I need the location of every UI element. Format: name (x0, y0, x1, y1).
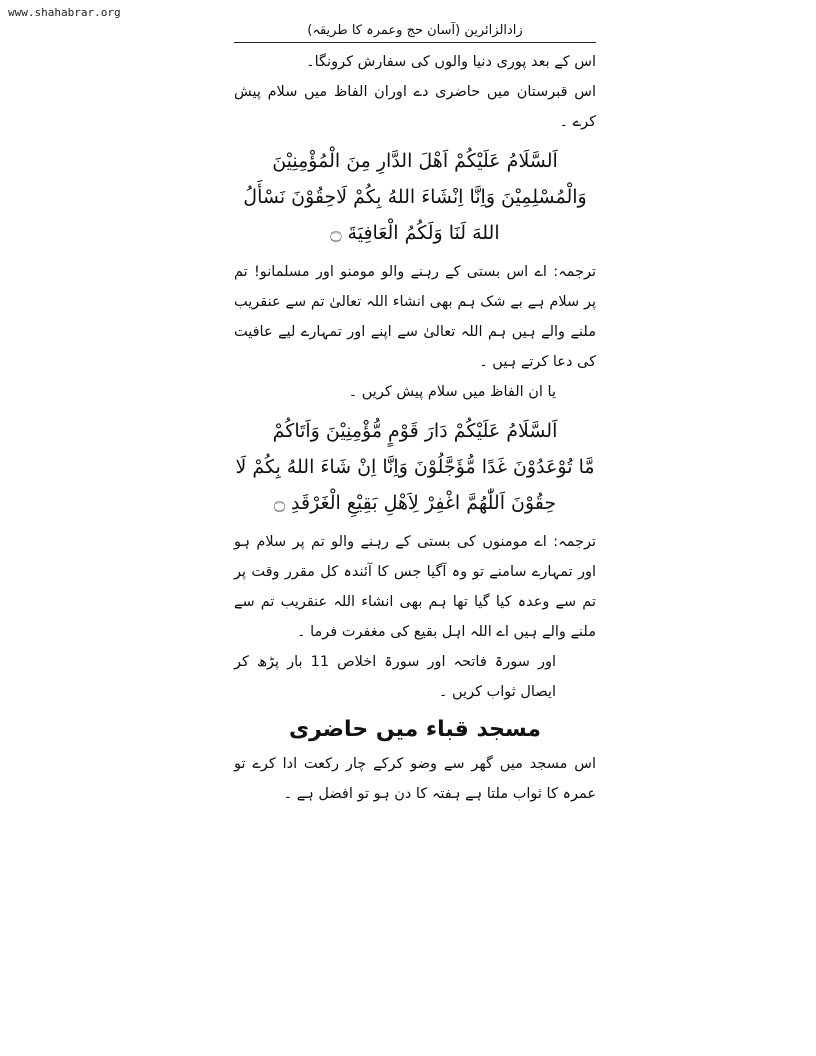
paragraph-recitation: اور سورۃ فاتحہ اور سورۃ اخلاص 11 بار پڑھ کر ایصال ثواب کریں ۔ (234, 654, 556, 700)
paragraph-intercession: اس کے بعد پوری دنیا والوں کی سفارش کرونگا۔ (306, 54, 596, 70)
running-header: زادالزائرین (آسان حج وعمرہ کا طریقہ) (307, 23, 523, 38)
arabic-line: مَّا تُوْعَدُوْنَ غَدًا مُّؤَجَّلُوْنَ وَاِنَّا اِنْ شَاءَ اللهُ بِكُمْ لَا (235, 456, 595, 478)
paragraph-quba-mosque: اس مسجد میں گھر سے وضو کرکے چار رکعت ادا کرے تو عمرہ کا ثواب ملتا ہے ہفتہ کا دن ہو تو افضل ہے ۔ (234, 756, 596, 802)
translation-2: ترجمہ: اے مومنوں کی بستی کے رہنے والو تم پر سلام ہو اور تمہارے سامنے تو وہ آگیا جس کا آئندہ کل مقرر وقت پر تم سے وعدہ کیا گیا تھا ہم بھی انشاء اللہ عنقریب تم سے ملنے والے ہیں اے اللہ اہل بقیع کی مغفرت فرما ۔ (234, 534, 596, 640)
arabic-line: وَالْمُسْلِمِيْنَ وَاِنَّا اِنْشَاءَ اللهُ بِكُمْ لَاحِقُوْنَ نَسْأَلُ (243, 186, 587, 208)
arabic-line: حِقُوْنَ اَللّٰهُمَّ اغْفِرْ لِاَهْلِ بَقِيْعِ الْغَرْقَدِ ۝ (273, 492, 557, 514)
translation-1: ترجمہ: اے اس بستی کے رہنے والو مومنو اور مسلمانو! تم پر سلام ہے بے شک ہم بھی انشاء اللہ تعالیٰ تم سے عنقریب ملنے والے ہیں ہم اللہ تعالیٰ سے اپنے اور تمہارے لیے عافیت کی دعا کرتے ہیں ۔ (234, 264, 596, 370)
paragraph-alternate-greeting: یا ان الفاظ میں سلام پیش کریں ۔ (348, 384, 556, 400)
arabic-line: اَلسَّلَامُ عَلَيْكُمْ دَارَ قَوْمٍ مُّؤْمِنِيْنَ وَاَتَاكُمْ (272, 420, 558, 442)
arabic-greeting-1 (234, 143, 596, 251)
arabic-greeting-2 (234, 413, 596, 521)
paragraph-graveyard-visit: اس قبرستان میں حاضری دے اوران الفاظ میں سلام پیش کرے ۔ (234, 84, 596, 130)
book-page (234, 22, 596, 809)
header-rule (234, 42, 596, 43)
arabic-line: اللهَ لَنَا وَلَكُمُ الْعَافِيَةَ ۝ (330, 222, 500, 244)
arabic-line: اَلسَّلَامُ عَلَيْكُمْ اَهْلَ الدَّارِ مِنَ الْمُؤْمِنِيْنَ (272, 150, 558, 172)
section-heading: مسجد قباء میں حاضری (288, 717, 542, 742)
site-url: www.shahabrar.org (8, 6, 121, 19)
